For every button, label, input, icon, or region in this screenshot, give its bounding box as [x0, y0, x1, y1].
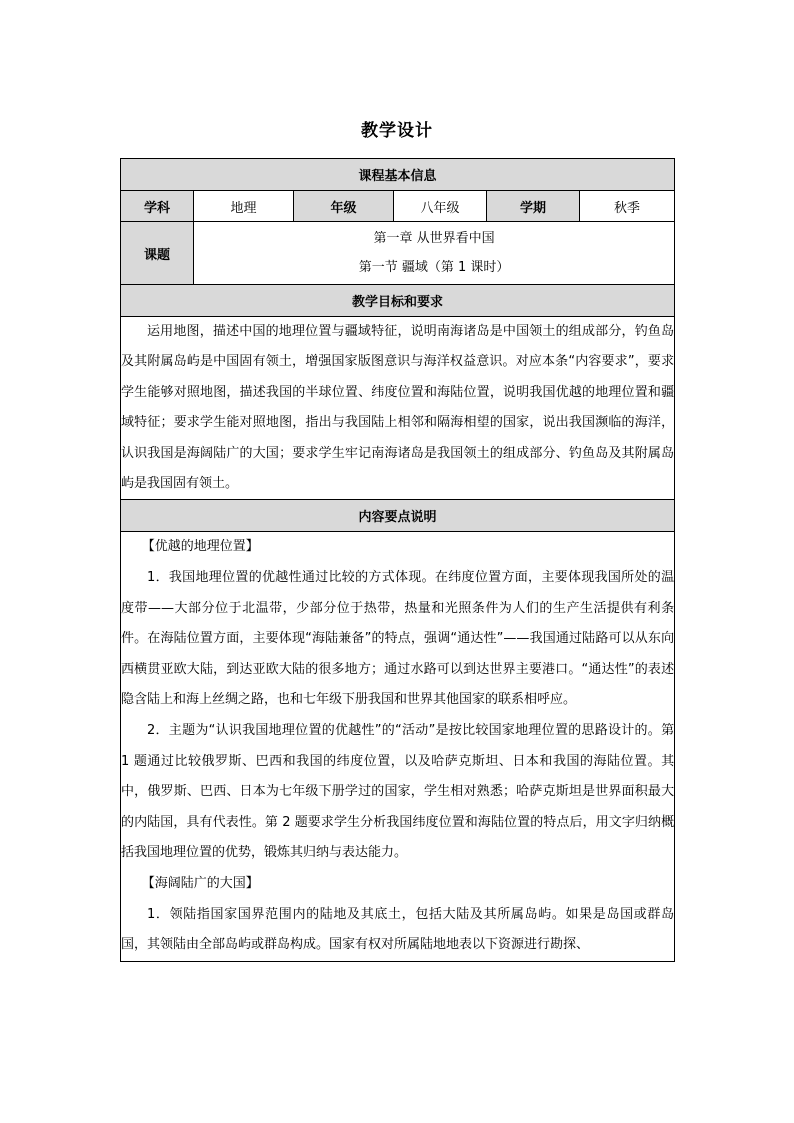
content-body: [121, 532, 675, 961]
topic-label: 课题: [121, 222, 194, 285]
grade-label: 年级: [294, 191, 394, 222]
section-header-basic-info: 课程基本信息: [121, 159, 675, 191]
subject-value: 地理: [194, 191, 294, 222]
subject-label: 学科: [121, 191, 194, 222]
topic-chapter: 第一章 从世界看中国: [373, 231, 495, 246]
objectives-paragraph: 运用地图，描述中国的地理位置与疆域特征，说明南海诸岛是中国领土的组成部分，钓鱼岛及其附属岛屿是中国固有领土，增强国家版图意识与海洋权益意识。对应本条“内容要求”，要求学生能够对照地图，描述我国的半球位置、纬度位置和海陆位置，说明我国优越的地理位置和疆域特征；要求学生能对照地图，指出与我国陆上相邻和隔海相望的国家，说出我国濒临的海洋，认识我国是海阔陆广的大国；要求学生牢记南海诸岛是我国领土的组成部分、钓鱼岛及其附属岛屿是我国固有领土。: [121, 324, 675, 492]
content-paragraph-3: 1．领陆指国家国界范围内的陆地及其底土，包括大陆及其所属岛屿。如果是岛国或群岛国，其领陆由全部岛屿或群岛构成。国家有权对所属陆地地表以下资源进行勘探、: [121, 906, 675, 953]
section-header-content: 内容要点说明: [121, 500, 675, 532]
document-title: 教学设计: [361, 121, 433, 141]
lesson-plan-table: [120, 158, 675, 962]
topic-section: 第一节 疆域（第 1 课时）: [358, 260, 510, 275]
content-paragraph-2: 2．主题为“认识我国地理位置的优越性”的“活动”是按比较国家地理位置的思路设计的。第 1 题通过比较俄罗斯、巴西和我国的纬度位置，以及哈萨克斯坦、日本和我国的海陆位置。其中，俄罗斯、巴西、日本为七年级下册学过的国家，学生相对熟悉；哈萨克斯坦是世界面积最大的内陆国，具有代表性。第 2 题要求学生分析我国纬度位置和海陆位置的特点后，用文字归纳概括我国地理位置的优势，锻炼其归纳与表达能力。: [121, 723, 675, 861]
objectives-text: [121, 317, 675, 500]
grade-value: 八年级: [394, 191, 487, 222]
content-paragraph-1: 1．我国地理位置的优越性通过比较的方式体现。在纬度位置方面，主要体现我国所处的温度带——大部分位于北温带，少部分位于热带，热量和光照条件为人们的生产生活提供有利条件。在海陆位置方面，主要体现“海陆兼备”的特点，强调“通达性”——我国通过陆路可以从东向西横贯亚欧大陆，到达亚欧大陆的很多地方；通过水路可以到达世界主要港口。“通达性”的表述隐含陆上和海上丝绸之路，也和七年级下册我国和世界其他国家的联系相呼应。: [121, 570, 675, 708]
topic-value: [194, 222, 675, 285]
content-heading-location: 【优越的地理位置】: [141, 539, 259, 555]
term-label: 学期: [487, 191, 580, 222]
content-heading-territory: 【海阔陆广的大国】: [141, 875, 259, 891]
section-header-objectives: 教学目标和要求: [121, 285, 675, 317]
term-value: 秋季: [580, 191, 675, 222]
